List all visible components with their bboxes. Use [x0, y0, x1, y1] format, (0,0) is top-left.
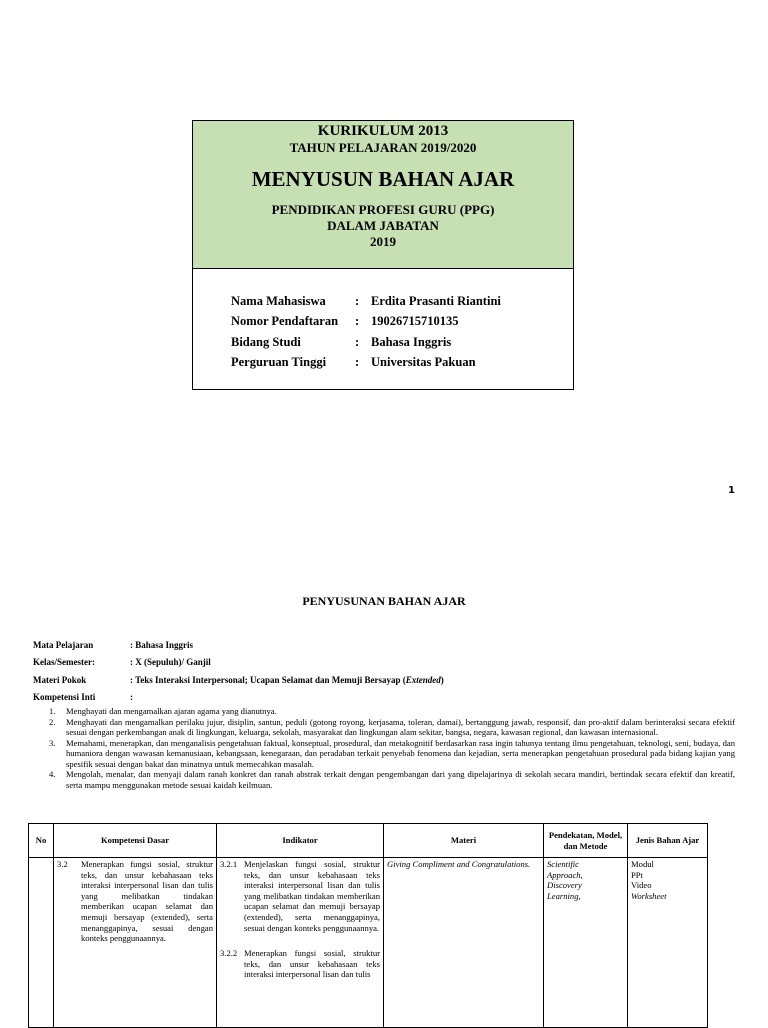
info-key: Perguruan Tinggi	[231, 355, 327, 370]
cell-materi: Giving Compliment and Congratulations.	[384, 858, 544, 1028]
competency-table	[28, 823, 708, 1028]
meta-key: Mata Pelajaran	[33, 639, 94, 650]
pendekatan-item: Learning,	[547, 890, 581, 901]
meta-kompetensi-inti	[33, 689, 444, 707]
meta-mata-pelajaran	[33, 636, 444, 654]
list-item: 2. Menghayati dan mengamalkan perilaku jujur, disiplin, santun, peduli (gotong royong, kerjasama, toleran, damai), bertanggung jawab, responsif, dan pro-aktif dalam berinteraksi secara efektif sesuai dengan perkembangan anak di lingkungan, keluarga, sekolah, masyarakat dan lingkungan alam sekitar, bangsa, negara, kawasan regional, dan kawasan internasional.	[49, 716, 735, 737]
cell-indikator	[217, 858, 384, 1028]
table-header-row	[29, 824, 708, 858]
program-subtitle: DALAM JABATAN	[327, 218, 439, 233]
page-number: 1	[728, 485, 735, 496]
table-row	[29, 858, 708, 1028]
info-sep: :	[355, 293, 360, 308]
indicator-code: 3.2.1	[220, 859, 238, 869]
program-year: 2019	[370, 234, 396, 249]
info-value: Bahasa Inggris	[371, 334, 452, 349]
info-value: Universitas Pakuan	[371, 355, 476, 370]
meta-kelas	[33, 654, 444, 672]
list-item: 3. Memahami, menerapkan, dan menganalisis pengetahuan faktual, konseptual, prosedural, dan metakognitif berdasarkan rasa ingin tahunya tentang ilmu pengetahuan, teknologi, seni, budaya, dan humaniora dengan wawasan kemanusiaan, kebangsaan, kenegaraan, dan peradaban terkait penyebab fenomena dan kejadian, serta menerapkan pengetahuan prosedural pada bidang kajian yang spesifik sesuai dengan bakat dan minatnya untuk memecahkan masalah.	[49, 737, 735, 769]
info-row-bidang	[231, 332, 501, 353]
lesson-meta	[33, 636, 444, 706]
meta-key: Kompetensi Inti	[33, 692, 96, 703]
info-row-nama	[231, 291, 501, 312]
cell-no	[29, 858, 54, 1028]
info-row-nomor	[231, 312, 501, 333]
program-title: PENDIDIKAN PROFESI GURU (PPG)	[271, 202, 495, 217]
cover-box	[192, 120, 574, 390]
meta-value: : X (Sepuluh)/ Ganjil	[130, 657, 211, 668]
meta-value: :	[130, 692, 133, 703]
cell-pendekatan	[544, 858, 628, 1028]
col-header-materi: Materi	[384, 824, 544, 858]
info-sep: :	[355, 314, 360, 329]
info-row-perguruan	[231, 353, 501, 374]
document-title: PENYUSUNAN BAHAN AJAR	[302, 594, 466, 608]
pendekatan-item: Approach,	[547, 869, 583, 880]
col-header-kd: Kompetensi Dasar	[54, 824, 217, 858]
info-key: Nama Mahasiswa	[231, 293, 326, 308]
curriculum-title: KURIKULUM 2013	[317, 123, 449, 139]
jenis-item: Worksheet	[631, 890, 667, 901]
info-key: Bidang Studi	[231, 334, 301, 349]
pendekatan-item: Discovery	[547, 880, 582, 891]
info-value: Erdita Prasanti Riantini	[371, 293, 501, 308]
list-item: 4. Mengolah, menalar, dan menyaji dalam ranah konkret dan ranah abstrak terkait dengan pengembangan dari yang dipelajarinya di sekolah secara mandiri, bertindak secara efektif dan kreatif, serta mampu menggunakan metode sesuai kaidah keilmuan.	[49, 769, 735, 790]
meta-materi-pokok	[33, 671, 444, 689]
info-value: 19026715710135	[371, 314, 459, 329]
cover-header	[193, 121, 573, 269]
info-sep: :	[355, 355, 360, 370]
meta-key: Materi Pokok	[33, 674, 87, 685]
list-item: 1. Menghayati dan mengamalkan ajaran agama yang dianutnya.	[49, 706, 277, 716]
jenis-item: Video	[631, 880, 652, 891]
main-title: MENYUSUN BAHAN AJAR	[251, 167, 515, 191]
col-header-indikator: Indikator	[217, 824, 384, 858]
indicator-text: Menjelaskan fungsi sosial, struktur teks, dan unsur kebahasaan teks interaksi interpersonal lisan dan tulis yang melibatkan tindakan memberikan ucapan selamat dan memuji bersayap (extended), serta menanggapinya, sesuai dengan konteks penggunaannya.	[244, 859, 380, 933]
jenis-item: PPt	[631, 869, 643, 880]
student-info	[231, 291, 501, 373]
cell-jenis	[628, 858, 708, 1028]
col-header-pendekatan: Pendekatan, Model, dan Metode	[544, 824, 628, 858]
pendekatan-item: Scientific	[547, 859, 579, 869]
indicator-text: Menerapkan fungsi sosial, struktur teks, dan unsur kebahasaan teks interaksi interpersonal lisan dan tulis	[244, 948, 380, 980]
kd-text: Menerapkan fungsi sosial, struktur teks, dan unsur kebahasaan teks interaksi interpersonal lisan dan tulis yang melibatkan tindakan memberikan ucapan selamat dan memuji bersayap (extended), serta menanggapinya, sesuai dengan konteks penggunaannya.	[81, 859, 213, 944]
info-key: Nomor Pendaftaran	[231, 314, 339, 329]
cell-kd	[54, 858, 217, 1028]
info-sep: :	[355, 334, 360, 349]
meta-key: Kelas/Semester:	[33, 657, 95, 668]
meta-value: : Teks Interaksi Interpersonal; Ucapan Selamat dan Memuji Bersayap (Extended)	[130, 674, 444, 685]
meta-value: : Bahasa Inggris	[130, 639, 194, 650]
indicator-code: 3.2.2	[220, 948, 238, 959]
academic-year: TAHUN PELAJARAN 2019/2020	[289, 140, 477, 155]
col-header-no: No	[29, 824, 54, 858]
jenis-item: Modul	[631, 859, 654, 869]
col-header-jenis: Jenis Bahan Ajar	[628, 824, 708, 858]
kompetensi-inti-list	[33, 706, 735, 790]
kd-code: 3.2	[57, 859, 68, 869]
